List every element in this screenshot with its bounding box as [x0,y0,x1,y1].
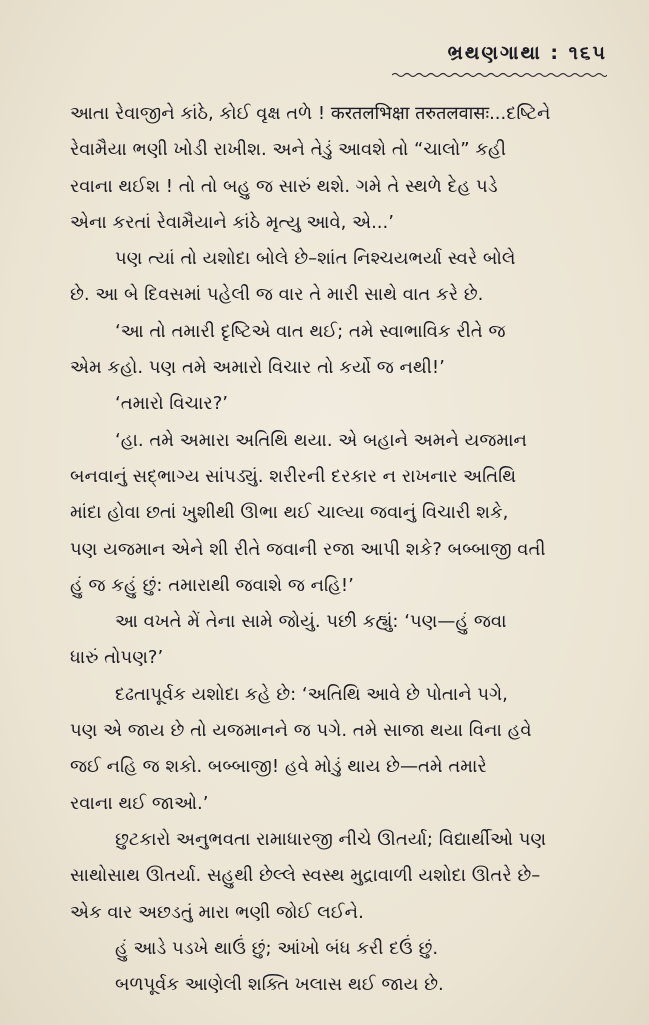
running-head: ભ્રથણગાથા : ૧૬૫ [447,42,607,64]
paragraph [70,604,610,677]
text-line: રવાના થઈ જાઓ.’ [70,792,209,814]
text-line: માંદા હોવા છતાં ખુશીથી ઊભા થઈ ચાલ્યા જવાનું વિચારી શકે, [70,502,509,524]
paragraph [70,314,610,387]
text-line: એના કરતાં રેવામૈયાને કાંઠે મૃત્યુ આવે, એ...’ [70,211,394,233]
text-line: એમ કહો. પણ તમે અમારો વિચાર તો કર્યો જ નથી!’ [70,357,445,379]
text-line: ‘આ તો તમારી દૃષ્ટિએ વાત થઈ; તમે સ્વાભાવિક રીતે જ [115,320,506,342]
text-line: સાથોસાથ ઊતર્યા. સહુથી છેલ્લે સ્વસ્થ મુદ્રાવાળી યશોદા ઊતરે છે– [70,865,541,887]
text-line: બળપૂર્વક આણેલી શક્તિ ખલાસ થઈ જાય છે. [115,974,444,996]
text-line: આતા રેવાજીને કાંઠે, કોઈ વૃક્ષ તળે ! करतलभिक्षा तरुतलवासः...દષ્ટિને [70,103,551,124]
text-line: હું જ કહું છું: તમારાથી જવાશે જ નહિ!’ [70,574,354,596]
paragraph [70,241,610,314]
body-text [70,96,610,1003]
paragraph [70,386,610,422]
text-line: રેવામૈયા ભણી ખોડી રાખીશ. અને તેડું આવશે તો “ચાલો” કહી [70,139,506,161]
paragraph [70,931,610,967]
paragraph [70,822,610,931]
paragraph [70,96,610,241]
text-line: બનવાનું સદ્ભાગ્ય સાંપડ્યું. શરીરની દરકાર ન રાખનાર અતિથિ [70,465,517,487]
text-line: રવાના થઈશ ! તો તો બહુ જ સારું થશે. ગમે તે સ્થળે દેહ પડે [70,175,498,197]
text-line: પણ ત્યાં તો યશોદા બોલે છે–શાંત નિશ્ચયભર્યા સ્વરે બોલે [115,248,516,270]
text-line: છુટકારો અનુભવતા રામાધારજી નીચે ઊતર્યા; વિદ્યાર્થીઓ પણ [115,828,547,850]
text-line: દઢતાપૂર્વક યશોદા કહે છે: ‘અતિથિ આવે છે પોતાને પગે, [115,683,508,705]
text-line: આ વખતે મેં તેના સામે જોયું. પછી કહ્યું: ‘પણ—હું જવા [115,611,507,633]
text-line: જઈ નહિ જ શકો. બબ્બાજી! હવે મોડું થાય છે—તમે તમારે [70,756,487,778]
text-line: ‘હા. તમે અમારા અતિથિ થયા. એ બહાને અમને યજમાન [115,429,527,451]
text-line: હું આડે પડખે થાઉં છું; આંખો બંધ કરી દઉં છું. [115,937,439,959]
text-line: પણ યજમાન એને શી રીતે જવાની રજા આપી શકે? બબ્બાજી વતી [70,538,546,560]
text-line: એક વાર અછડતું મારા ભણી જોઈ લઈને. [70,901,364,923]
text-line: ધારું તોપણ?’ [70,647,164,669]
paragraph [70,967,610,1003]
text-line: છે. આ બે દિવસમાં પહેલી જ વાર તે મારી સાથે વાત કરે છે. [70,284,484,306]
text-line: પણ એ જાય છે તો યજમાનને જ પગે. તમે સાજા થયા વિના હવે [70,720,532,742]
running-head-wavy-rule [392,72,607,78]
paragraph [70,423,610,604]
text-line: ‘તમારો વિચાર?’ [115,393,228,415]
paragraph [70,677,610,822]
